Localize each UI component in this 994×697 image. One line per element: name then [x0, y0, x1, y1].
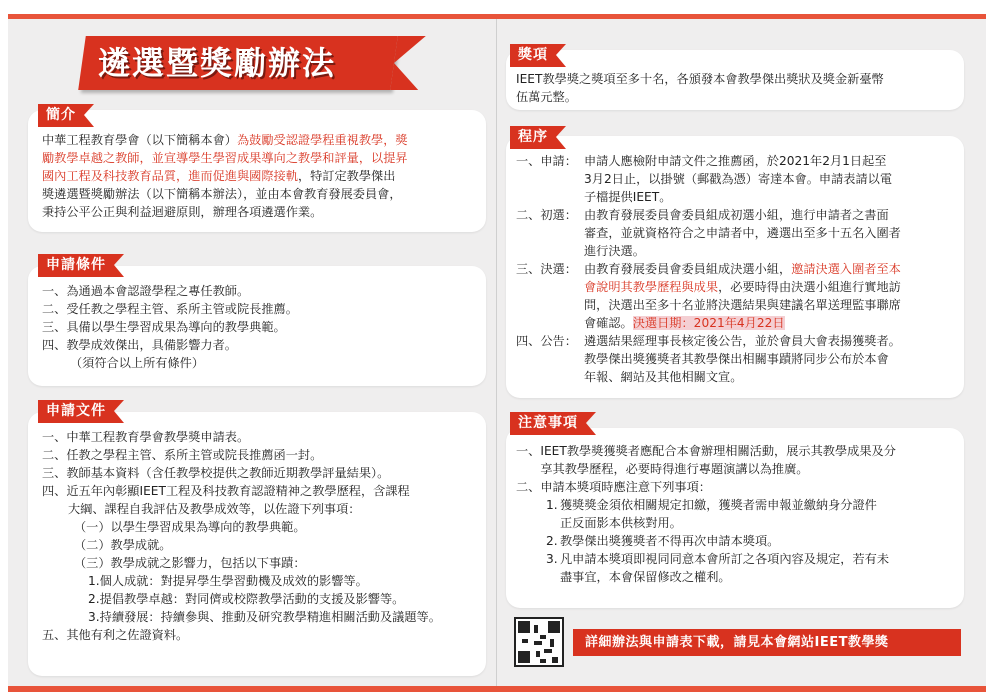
procedure-step-final: 三、決選： 由教育發展委員會委員組成決選小組，邀請決選入圍者至本 會說明其教學歷程與成果，必要時得由決選小組進行實地訪 問，決選出至多十名並將決選結果與建議名單送理監事聯席 會確認。決選日期：2021年4月22日 — [516, 262, 901, 330]
procedure-step-apply: 一、申請： 申請人應檢附申請文件之推薦函，於2021年2月1日起至 3月2日止，以掛號（郵戳為憑）寄達本會。申請表請以電 子檔提供IEET。 — [516, 154, 893, 204]
conditions-note: （須符合以上所有條件） — [70, 356, 205, 370]
documents-list: 一、 中華工程教育學會教學獎申請表。 二、 任教之學程主管、系所主管或院長推薦函一封。 三、 教師基本資料（含任教學校提供之教師近期教學評量結果）。 四、 近五年內彰顯IEET工程及科技教育認證精神之教學歷程，含課程 大綱、課程自我評估及教學成效等，以佐證下列事項： （一）以學生學習成果為導向的教學典範。 （二）教學成就。 （三）教學成就之影響力，包括以下事蹟： 1.個人成就：對提昇學生學習動機及成效的影響等。 2.提倡教學卓越：對同儕或校際教學活動的支援及影響等。 3.持續發展：持續參與、推動及研究教學精進相關活動及議題等。 五、 其他有利之佐證資料。 — [42, 428, 482, 644]
sub-item: 3. 凡申請本獎項即視同同意本會所訂之各項內容及規定，若有未 盡事宜，本會保留修改之權利。 — [546, 552, 890, 584]
notes-heading: 注意事項 — [510, 412, 586, 435]
procedure-step-preliminary: 二、初選： 由教育發展委員會委員組成初選小組，進行申請者之書面 審查，並就資格符合之申請者中，遴選出至多十五名入圍者 進行決選。 — [516, 208, 901, 258]
qr-code-icon[interactable] — [514, 617, 564, 667]
conditions-list — [42, 282, 482, 372]
final-date-highlight: 決選日期：2021年4月22日 — [632, 316, 785, 330]
conditions-heading: 申請條件 — [38, 254, 114, 277]
list-item: 二、 受任教之學程主管、系所主管或院長推薦。 — [42, 302, 298, 316]
list-item: 三、 具備以學生學習成果為導向的教學典範。 — [42, 320, 286, 334]
sub-sub-item: 3.持續發展：持續參與、推動及研究教學精進相關活動及議題等。 — [88, 610, 441, 624]
sub-item: 2. 教學傑出獎獲獎者不得再次申請本獎項。 — [546, 534, 780, 548]
procedure-step-announce: 四、公告： 遴選結果經理事長核定後公告，並於會員大會表揚獲獎者。 教學傑出獎獲獎者其教學傑出相關事蹟將同步公布於本會 年報、網站及其他相關文宣。 — [516, 334, 901, 384]
list-item: 一、 為通過本會認證學程之專任教師。 — [42, 284, 250, 298]
sub-item: （三）教學成就之影響力，包括以下事蹟： — [74, 556, 306, 570]
procedure-list — [516, 152, 960, 386]
award-text: IEET教學獎之獎項至多十名，各頒發本會教學傑出獎狀及獎金新臺幣 伍萬元整。 — [516, 72, 884, 104]
page-title: 遴選暨獎勵辦法 — [98, 44, 337, 82]
sub-sub-item: 2.提倡教學卓越：對同儕或校際教學活動的支援及影響等。 — [88, 592, 405, 606]
list-item: 三、 教師基本資料（含任教學校提供之教師近期教學評量結果）。 — [42, 466, 390, 480]
list-item: 四、 教學成效傑出，具備影響力者。 — [42, 338, 237, 352]
intro-text: 中華工程教育學會（以下簡稱本會）為鼓勵受認證學程重視教學，獎 勵教學卓越之教師，並宣導學生學習成果導向之教學和評量，以提昇 國內工程及科技教育品質，進而促進與國際接軌，特訂定教學傑出 獎遴選暨獎勵辦法（以下簡稱本辦法），並由本會教育發展委員會， 秉持公平公正與利益迴避原則，辦理各項遴選作業。 — [42, 133, 408, 219]
award-heading: 獎項 — [510, 44, 556, 67]
download-banner[interactable]: 詳細辦法與申請表下載，請見本會網站IEET教學獎 — [573, 629, 961, 656]
procedure-heading: 程序 — [510, 126, 556, 149]
sub-sub-item: 1.個人成就：對提昇學生學習動機及成效的影響等。 — [88, 574, 368, 588]
intro-heading: 簡介 — [38, 104, 84, 127]
top-rule — [8, 14, 986, 19]
list-item: 二、 任教之學程主管、系所主管或院長推薦函一封。 — [42, 448, 323, 462]
documents-heading: 申請文件 — [38, 400, 114, 423]
list-item: 四、 近五年內彰顯IEET工程及科技教育認證精神之教學歷程，含課程 — [42, 484, 410, 498]
list-item: 五、 其他有利之佐證資料。 — [42, 628, 189, 642]
fold-divider — [496, 19, 497, 686]
notes-list — [516, 442, 960, 586]
sub-item: （一）以學生學習成果為導向的教學典範。 — [74, 520, 306, 534]
list-item: 一、 中華工程教育學會教學獎申請表。 — [42, 430, 250, 444]
sub-item: 1. 獲獎獎金須依相關規定扣繳，獲獎者需申報並繳納身分證件 正反面影本供核對用。 — [546, 498, 877, 530]
list-item: 二、 申請本獎項時應注意下列事項： — [516, 480, 711, 494]
bottom-rule — [8, 686, 986, 692]
list-item: 一、 IEET教學獎獲獎者應配合本會辦理相關活動，展示其教學成果及分 享其教學歷程，必要時得進行專題演講以為推廣。 — [516, 444, 896, 476]
sub-item: （二）教學成就。 — [74, 538, 172, 552]
